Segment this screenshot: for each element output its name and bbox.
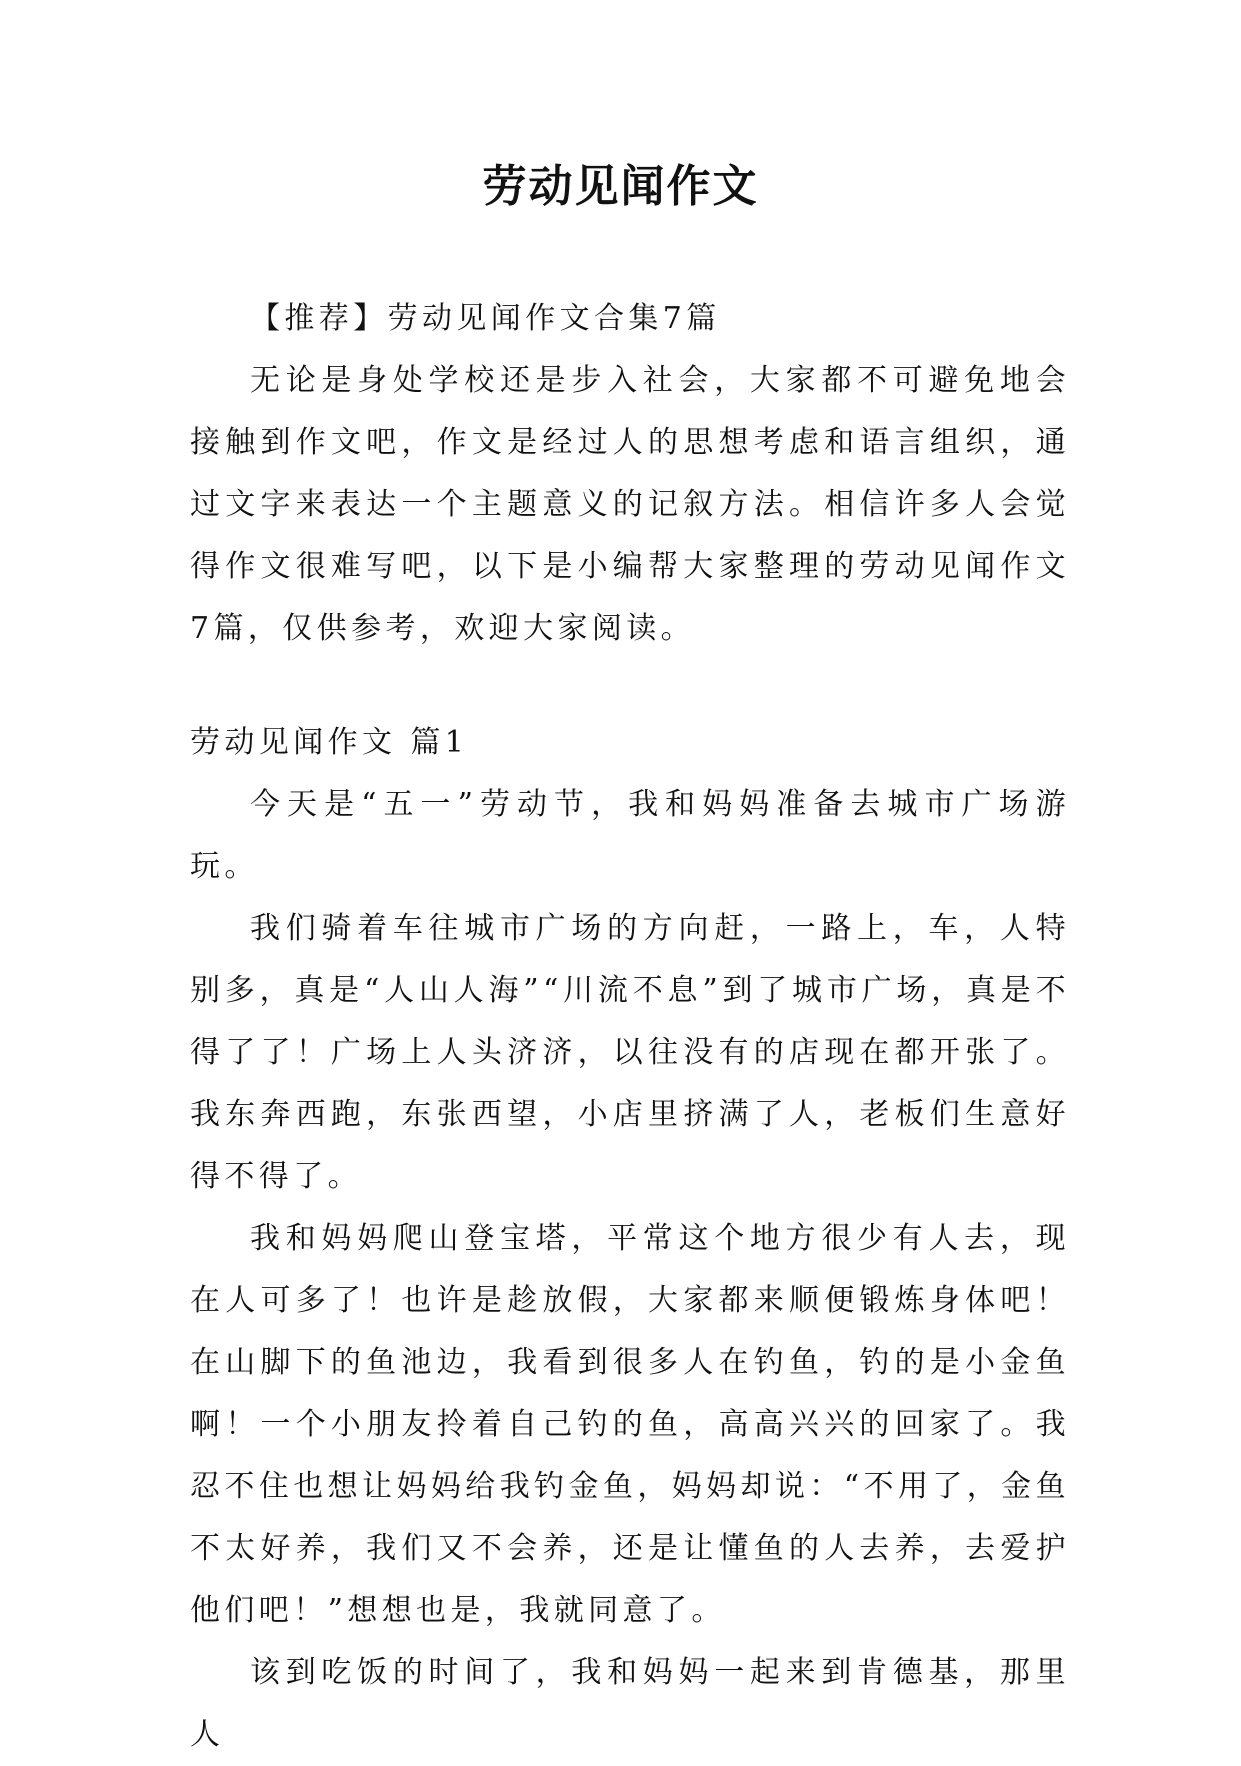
document-title: 劳动见闻作文 <box>482 161 759 212</box>
section-paragraph: 该到吃饭的时间了，我和妈妈一起来到肯德基，那里人 <box>190 1655 1070 1752</box>
document-body <box>190 288 1070 1766</box>
intro-paragraph-recommend: 【推荐】劳动见闻作文合集7篇 <box>250 301 721 336</box>
intro-paragraph-preface: 无论是身处学校还是步入社会，大家都不可避免地会接触到作文吧，作文是经过人的思想考虑和语言组织，通过文字来表达一个主题意义的记叙方法。相信许多人会觉得作文很难写吧，以下是小编帮大家整理的劳动见闻作文7篇，仅供参考，欢迎大家阅读。 <box>190 363 1070 646</box>
section-paragraph: 今天是“五一”劳动节，我和妈妈准备去城市广场游玩。 <box>190 787 1070 884</box>
section-paragraph: 我和妈妈爬山登宝塔，平常这个地方很少有人去，现在人可多了！也许是趁放假，大家都来顺便锻炼身体吧！在山脚下的鱼池边，我看到很多人在钓鱼，钓的是小金鱼啊！一个小朋友拎着自己钓的鱼，高高兴兴的回家了。我忍不住也想让妈妈给我钓金鱼，妈妈却说：“不用了，金鱼不太好养，我们又不会养，还是让懂鱼的人去养，去爱护他们吧！”想想也是，我就同意了。 <box>190 1221 1070 1628</box>
section-paragraph: 我们骑着车往城市广场的方向赶，一路上，车，人特别多，真是“人山人海”“川流不息”到了城市广场，真是不得了了！广场上人头济济，以往没有的店现在都开张了。我东奔西跑，东张西望，小店里挤满了人，老板们生意好得不得了。 <box>190 911 1070 1194</box>
section-heading: 劳动见闻作文 篇1 <box>190 725 469 760</box>
